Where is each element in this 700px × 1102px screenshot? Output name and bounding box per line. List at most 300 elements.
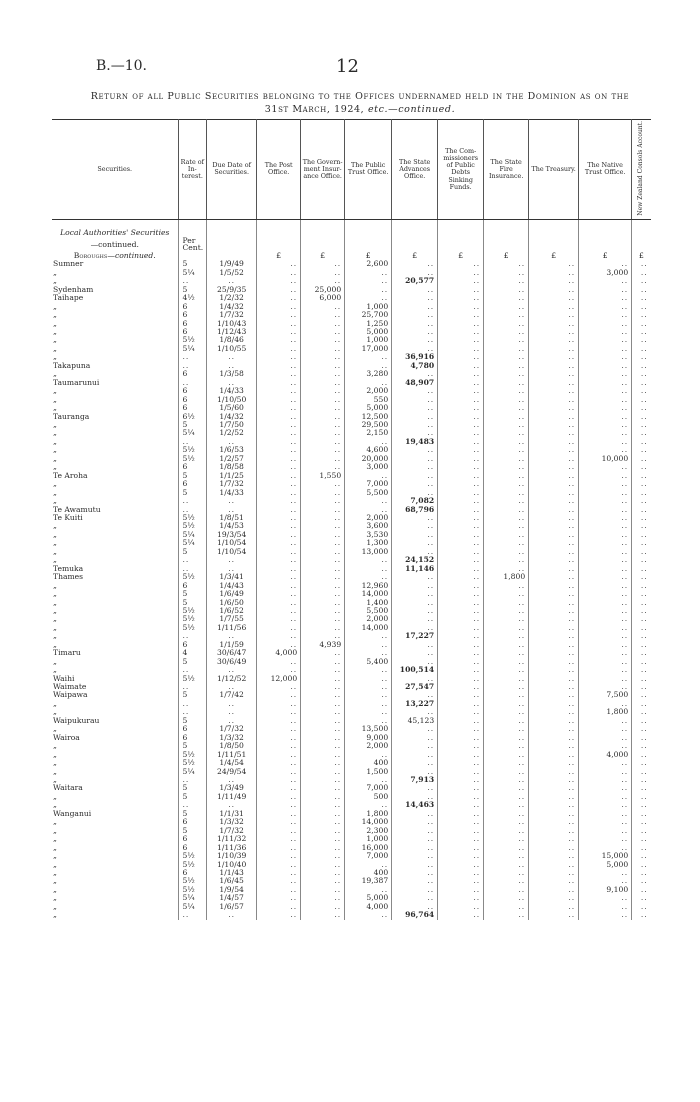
cell-empty: .. (640, 691, 648, 700)
cell-due-date: 19/3/54 (207, 531, 257, 539)
cell-rate: 5 (178, 590, 207, 598)
cell-state-advances: 36,916 (392, 353, 438, 361)
table-row (52, 294, 651, 302)
cell-public-trust: 14,000 (345, 590, 392, 598)
cell-empty: .. (301, 793, 345, 801)
cell-rate: 6 (178, 734, 207, 742)
cell-state-advances: 7,913 (392, 776, 438, 784)
cell-empty: .. (301, 404, 345, 412)
cell-empty: .. (529, 599, 579, 607)
cell-empty: .. (484, 531, 529, 539)
cell-empty: .. (301, 429, 345, 437)
cell-empty: .. (438, 725, 484, 733)
cell-empty: .. (579, 353, 632, 361)
cell-empty: .. (579, 489, 632, 497)
cell-public-trust: 12,960 (345, 582, 392, 590)
cell-empty: .. (207, 277, 257, 285)
cell-empty: .. (301, 320, 345, 328)
cell-empty: .. (392, 599, 438, 607)
cell-empty: .. (529, 269, 579, 277)
cell-empty: .. (484, 269, 529, 277)
cell-empty: .. (484, 624, 529, 632)
cell-empty: .. (438, 861, 484, 869)
cell-empty: .. (640, 395, 648, 404)
table-row (52, 497, 651, 505)
cell-empty: .. (438, 421, 484, 429)
table-row (52, 759, 651, 767)
cell-empty: .. (345, 277, 392, 285)
table-row (52, 336, 651, 344)
cell-security: „ (52, 320, 178, 328)
cell-empty: .. (257, 522, 301, 530)
cell-public-trust: 1,250 (345, 320, 392, 328)
cell-empty: .. (392, 387, 438, 395)
cell-empty: .. (529, 277, 579, 285)
cell-rate: 5¼ (178, 539, 207, 547)
cell-empty: .. (438, 675, 484, 683)
cell-empty: .. (301, 835, 345, 843)
cell-security: Timaru (52, 649, 178, 657)
cell-empty: .. (392, 404, 438, 412)
cell-empty: .. (301, 700, 345, 708)
cell-public-trust: 5,000 (345, 894, 392, 902)
cell-empty: .. (640, 683, 648, 692)
cell-rate: 5½ (178, 446, 207, 454)
cell-empty: .. (484, 548, 529, 556)
cell-rate: 5½ (178, 886, 207, 894)
cell-empty: .. (579, 565, 632, 573)
cell-security: „ (52, 480, 178, 488)
cell-empty: .. (640, 404, 648, 413)
cell-empty: .. (484, 734, 529, 742)
cell-empty: .. (529, 421, 579, 429)
cell-public-trust: 29,500 (345, 421, 392, 429)
cell-empty: .. (484, 717, 529, 725)
cell-security: „ (52, 894, 178, 902)
cell-empty: .. (392, 311, 438, 319)
cell-security: „ (52, 801, 178, 809)
cell-empty: .. (301, 759, 345, 767)
cell-state-advances: 48,907 (392, 379, 438, 387)
cell-rate: 5½ (178, 759, 207, 767)
cell-empty: .. (301, 387, 345, 395)
cell-public-trust: 16,000 (345, 844, 392, 852)
cell-empty: .. (257, 886, 301, 894)
cell-empty: .. (484, 844, 529, 852)
cell-rate: 6 (178, 328, 207, 336)
cell-public-trust: 3,530 (345, 531, 392, 539)
cell-empty: .. (484, 708, 529, 716)
cell-empty: .. (438, 565, 484, 573)
cell-empty: .. (484, 277, 529, 285)
cell-public-trust: 20,000 (345, 455, 392, 463)
cell-empty: .. (640, 564, 648, 573)
cell-empty: .. (484, 463, 529, 471)
cell-security: „ (52, 852, 178, 860)
cell-empty: .. (640, 497, 648, 506)
currency-label: £ (638, 251, 644, 261)
cell-public-trust: 5,400 (345, 658, 392, 666)
cell-empty: .. (529, 514, 579, 522)
cell-empty: .. (579, 345, 632, 353)
cell-empty: .. (392, 903, 438, 911)
cell-security: „ (52, 793, 178, 801)
cell-security: „ (52, 615, 178, 623)
cell-due-date: 1/6/49 (207, 590, 257, 598)
cell-rate: 5 (178, 717, 207, 725)
cell-due-date: 1/6/53 (207, 446, 257, 454)
table-row (52, 590, 651, 598)
cell-empty: .. (640, 378, 648, 387)
cell-empty: .. (484, 336, 529, 344)
table-row (52, 506, 651, 514)
cell-empty: .. (579, 286, 632, 294)
cell-empty: .. (484, 328, 529, 336)
cell-empty: .. (438, 379, 484, 387)
cell-due-date: 1/7/32 (207, 480, 257, 488)
cell-empty: .. (392, 328, 438, 336)
table-row (52, 632, 651, 640)
cell-empty: .. (529, 725, 579, 733)
cell-due-date: 1/4/43 (207, 582, 257, 590)
cell-empty: .. (529, 675, 579, 683)
cell-public-trust: 7,000 (345, 852, 392, 860)
cell-empty: .. (301, 573, 345, 581)
cell-security: „ (52, 624, 178, 632)
cell-empty: .. (484, 286, 529, 294)
cell-empty: .. (529, 751, 579, 759)
cell-empty: .. (438, 556, 484, 564)
table-row (52, 818, 651, 826)
cell-empty: .. (579, 649, 632, 657)
cell-due-date: 1/6/57 (207, 903, 257, 911)
cell-rate: 5 (178, 599, 207, 607)
cell-empty: .. (529, 691, 579, 699)
cell-public-trust: 5,500 (345, 489, 392, 497)
cell-due-date: 1/4/53 (207, 522, 257, 530)
cell-empty: .. (392, 615, 438, 623)
cell-security: „ (52, 455, 178, 463)
cell-empty: .. (301, 438, 345, 446)
cell-public-trust: 17,000 (345, 345, 392, 353)
currency-label: £ (579, 251, 632, 260)
cell-security: „ (52, 438, 178, 446)
cell-empty: .. (345, 353, 392, 361)
cell-empty: .. (257, 590, 301, 598)
table-row (52, 725, 651, 733)
cell-security: „ (52, 336, 178, 344)
table-row (52, 683, 651, 691)
cell-empty: .. (392, 708, 438, 716)
cell-empty: .. (438, 303, 484, 311)
cell-empty: .. (640, 353, 648, 362)
cell-empty: .. (484, 903, 529, 911)
cell-due-date: 30/6/49 (207, 658, 257, 666)
cell-native-trust: 3,000 (579, 269, 632, 277)
cell-due-date: 1/7/55 (207, 615, 257, 623)
cell-empty: .. (579, 522, 632, 530)
cell-empty: .. (392, 742, 438, 750)
cell-rate: 5¼ (178, 768, 207, 776)
cell-empty: .. (438, 463, 484, 471)
cell-empty: .. (640, 463, 648, 472)
cell-empty: .. (178, 506, 207, 514)
cell-empty: .. (640, 666, 648, 675)
cell-public-trust: 5,000 (345, 328, 392, 336)
cell-empty: .. (301, 844, 345, 852)
cell-empty: .. (392, 641, 438, 649)
cell-empty: .. (529, 362, 579, 370)
cell-empty: .. (438, 539, 484, 547)
cell-empty: .. (484, 861, 529, 869)
cell-due-date: 1/4/54 (207, 759, 257, 767)
cell-empty: .. (257, 658, 301, 666)
cell-empty: .. (484, 514, 529, 522)
cell-government-insurance: 1,550 (301, 472, 345, 480)
cell-empty: .. (529, 649, 579, 657)
cell-empty: .. (301, 624, 345, 632)
cell-empty: .. (257, 345, 301, 353)
cell-security: „ (52, 844, 178, 852)
cell-empty: .. (301, 818, 345, 826)
cell-security: Waihi (52, 675, 178, 683)
table-row (52, 286, 651, 294)
cell-empty: .. (640, 725, 648, 734)
cell-empty: .. (301, 751, 345, 759)
cell-empty: .. (301, 801, 345, 809)
cell-security: „ (52, 556, 178, 564)
cell-empty: .. (301, 463, 345, 471)
cell-empty: .. (301, 632, 345, 640)
cell-empty: .. (484, 429, 529, 437)
cell-empty: .. (257, 877, 301, 885)
cell-state-advances: 19,483 (392, 438, 438, 446)
cell-rate: 6 (178, 869, 207, 877)
cell-empty: .. (207, 776, 257, 784)
cell-state-advances: 24,152 (392, 556, 438, 564)
cell-empty: .. (301, 886, 345, 894)
table-row (52, 472, 651, 480)
cell-security: „ (52, 903, 178, 911)
cell-public-trust: 400 (345, 759, 392, 767)
cell-empty: .. (438, 717, 484, 725)
cell-empty: .. (301, 522, 345, 530)
cell-empty: .. (438, 691, 484, 699)
cell-empty: .. (640, 598, 648, 607)
cell-rate: 5 (178, 827, 207, 835)
table-row (52, 480, 651, 488)
cell-empty: .. (640, 294, 648, 303)
cell-security: „ (52, 869, 178, 877)
cell-empty: .. (438, 472, 484, 480)
cell-empty: .. (392, 877, 438, 885)
table-row (52, 539, 651, 547)
cell-empty: .. (579, 827, 632, 835)
cell-empty: .. (529, 717, 579, 725)
cell-due-date: 1/2/57 (207, 455, 257, 463)
cell-empty: .. (640, 615, 648, 624)
cell-empty: .. (579, 869, 632, 877)
cell-empty: .. (484, 810, 529, 818)
table-row (52, 345, 651, 353)
cell-empty: .. (484, 294, 529, 302)
cell-empty: .. (301, 683, 345, 691)
cell-empty: .. (392, 869, 438, 877)
cell-state-advances: 13,227 (392, 700, 438, 708)
cell-empty: .. (438, 911, 484, 919)
cell-empty: .. (392, 539, 438, 547)
cell-security: „ (52, 590, 178, 598)
cell-empty: .. (207, 717, 257, 725)
cell-empty: .. (178, 632, 207, 640)
cell-empty: .. (301, 260, 345, 268)
cell-empty: .. (257, 759, 301, 767)
currency-label: £ (345, 251, 392, 260)
cell-empty: .. (484, 455, 529, 463)
cell-security: „ (52, 861, 178, 869)
cell-empty: .. (579, 894, 632, 902)
cell-empty: .. (438, 455, 484, 463)
cell-empty: .. (529, 379, 579, 387)
cell-empty: .. (579, 472, 632, 480)
cell-empty: .. (392, 675, 438, 683)
cell-empty: .. (579, 328, 632, 336)
cell-empty: .. (257, 311, 301, 319)
cell-empty: .. (438, 649, 484, 657)
cell-empty: .. (301, 776, 345, 784)
cell-empty: .. (640, 733, 648, 742)
cell-rate: 6 (178, 463, 207, 471)
cell-empty: .. (301, 353, 345, 361)
cell-empty: .. (392, 514, 438, 522)
cell-empty: .. (529, 734, 579, 742)
cell-empty: .. (438, 311, 484, 319)
cell-empty: .. (579, 463, 632, 471)
cell-empty: .. (529, 404, 579, 412)
cell-empty: .. (438, 759, 484, 767)
cell-empty: .. (579, 260, 632, 268)
cell-empty: .. (301, 852, 345, 860)
cell-empty: .. (392, 861, 438, 869)
cell-empty: .. (579, 844, 632, 852)
cell-rate: 5 (178, 810, 207, 818)
cell-empty: .. (178, 438, 207, 446)
cell-empty: .. (438, 768, 484, 776)
cell-rate: 5¼ (178, 269, 207, 277)
cell-empty: .. (438, 784, 484, 792)
cell-empty: .. (301, 903, 345, 911)
currency-label: £ (484, 251, 529, 260)
cell-state-advances: 14,463 (392, 801, 438, 809)
cell-empty: .. (579, 590, 632, 598)
cell-empty: .. (345, 801, 392, 809)
table-row (52, 861, 651, 869)
cell-empty: .. (257, 556, 301, 564)
cell-state-fire: 1,800 (484, 573, 529, 581)
cell-empty: .. (484, 784, 529, 792)
cell-security: Waipukurau (52, 717, 178, 725)
cell-empty: .. (484, 590, 529, 598)
cell-empty: .. (301, 911, 345, 919)
cell-empty: .. (438, 269, 484, 277)
cell-empty: .. (301, 539, 345, 547)
cell-empty: .. (257, 903, 301, 911)
cell-empty: .. (257, 776, 301, 784)
cell-empty: .. (178, 666, 207, 674)
cell-empty: .. (301, 582, 345, 590)
table-row (52, 700, 651, 708)
cell-empty: .. (301, 861, 345, 869)
cell-empty: .. (438, 599, 484, 607)
cell-empty: .. (484, 582, 529, 590)
cell-post-office: 12,000 (257, 675, 301, 683)
cell-public-trust: 3,600 (345, 522, 392, 530)
table-row (52, 751, 651, 759)
cell-empty: .. (529, 911, 579, 919)
cell-empty: .. (438, 886, 484, 894)
cell-empty: .. (438, 260, 484, 268)
cell-security: „ (52, 269, 178, 277)
cell-empty: .. (392, 345, 438, 353)
cell-security: „ (52, 658, 178, 666)
cell-empty: .. (529, 311, 579, 319)
cell-empty: .. (345, 700, 392, 708)
cell-empty: .. (438, 286, 484, 294)
cell-empty: .. (178, 362, 207, 370)
cell-empty: .. (392, 336, 438, 344)
cell-empty: .. (529, 548, 579, 556)
cell-public-trust: 7,000 (345, 480, 392, 488)
section-heading-3 (52, 251, 178, 260)
cell-empty: .. (529, 903, 579, 911)
cell-empty: .. (438, 362, 484, 370)
cell-empty: .. (640, 590, 648, 599)
cell-due-date: 1/11/49 (207, 793, 257, 801)
cell-empty: .. (438, 514, 484, 522)
cell-native-trust: 4,000 (579, 751, 632, 759)
cell-due-date: 1/10/43 (207, 320, 257, 328)
cell-due-date: 1/9/54 (207, 886, 257, 894)
cell-empty: .. (484, 396, 529, 404)
cell-empty: .. (529, 818, 579, 826)
col-sinking-funds: The Com-missioners of Public Debts Sinking Funds. (438, 120, 484, 220)
cell-empty: .. (438, 751, 484, 759)
cell-empty: .. (301, 480, 345, 488)
cell-empty: .. (529, 303, 579, 311)
cell-security: „ (52, 641, 178, 649)
currency-label: £ (392, 251, 438, 260)
cell-empty: .. (579, 311, 632, 319)
cell-empty: .. (257, 827, 301, 835)
cell-empty: .. (579, 514, 632, 522)
cell-empty: .. (438, 590, 484, 598)
cell-empty: .. (484, 438, 529, 446)
cell-empty: .. (301, 269, 345, 277)
cell-empty: .. (484, 835, 529, 843)
cell-empty: .. (484, 818, 529, 826)
cell-empty: .. (529, 861, 579, 869)
cell-empty: .. (529, 463, 579, 471)
cell-empty: .. (579, 607, 632, 615)
cell-public-trust: 1,000 (345, 336, 392, 344)
cell-rate: 6 (178, 303, 207, 311)
cell-empty: .. (640, 606, 648, 615)
table-row (52, 776, 651, 784)
cell-empty: .. (392, 886, 438, 894)
cell-due-date: 1/10/54 (207, 548, 257, 556)
table-row (52, 260, 651, 268)
cell-security: „ (52, 522, 178, 530)
